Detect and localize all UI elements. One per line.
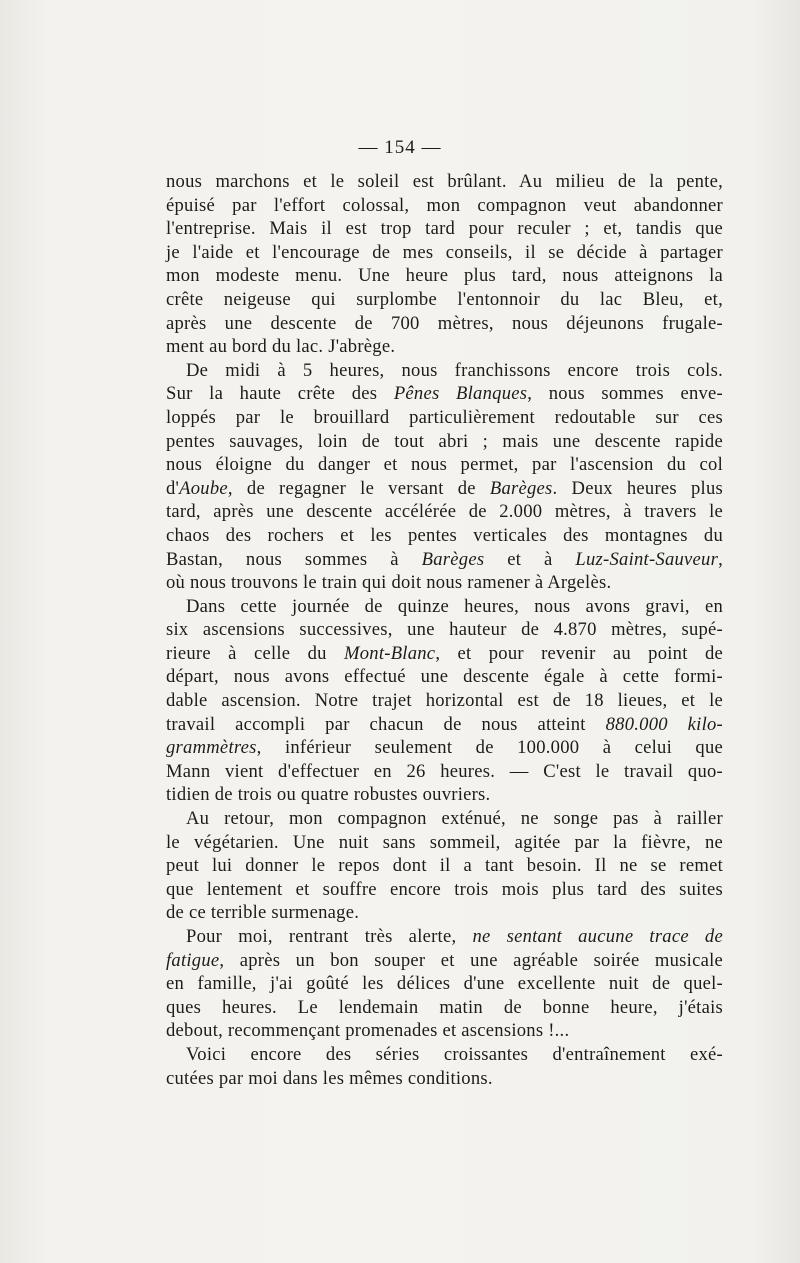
text-line [166,430,723,454]
text-segment: Sur la haute crête des [166,383,394,405]
text-line [166,901,723,925]
text-segment: , nous sommes enve- [527,383,723,405]
text-line [166,665,723,689]
text-segment: rieure à celle du [166,642,344,664]
text-segment: dable ascension. Notre trajet horizontal est de 18 lieues, et le [166,690,723,712]
text-line [166,783,723,807]
text-segment: chaos des rochers et les pentes verticales des montagnes du [166,524,723,546]
text-line [166,736,723,760]
text-line [166,996,723,1020]
text-line [166,618,723,642]
text-segment: ment au bord du lac. J'abrège. [166,336,396,358]
text-line [166,1067,723,1091]
text-segment: Voici encore des séries croissantes d'entraînement exé- [186,1043,723,1065]
text-segment: peut lui donner le repos dont il a tant besoin. Il ne se remet [166,855,723,877]
text-segment: , après un bon souper et une agréable soirée musicale [219,949,723,971]
text-line [166,359,723,383]
italic-term: Aoube [179,477,228,499]
text-segment: De midi à 5 heures, nous franchissons encore trois cols. [186,359,723,381]
text-line [166,217,723,241]
text-segment: , [718,548,723,570]
text-segment: six ascensions successives, une hauteur de 4.870 mètres, supé- [166,619,723,641]
text-segment: Pour moi, rentrant très alerte, [186,926,473,947]
text-segment: loppés par le brouillard particulièrement redoutable sur ces [166,406,723,428]
text-line [166,453,723,477]
text-segment: mon modeste menu. Une heure plus tard, nous atteignons la [166,265,723,287]
text-line [166,713,723,737]
text-line [166,831,723,855]
text-segment: pentes sauvages, loin de tout abri ; mais une descente rapide [166,430,723,452]
italic-term: Barèges [421,548,485,570]
text-line [166,500,723,524]
text-line [166,854,723,878]
italic-term: Barèges [489,477,553,499]
text-line [166,642,723,666]
text-segment: travail accompli par chacun de nous atteint [166,713,606,735]
text-segment: Mann vient d'effectuer en 26 heures. — C'est le travail quo- [166,760,723,782]
text-segment: nous éloigne du danger et nous permet, par l'ascension du col [166,454,723,476]
text-segment: Dans cette journée de quinze heures, nous avons gravi, en [186,595,723,617]
text-segment: , inférieur seulement de 100.000 à celui que [256,737,723,759]
text-segment: après une descente de 700 mètres, nous déjeunons frugale- [166,312,723,334]
text-segment: je l'aide et l'encourage de mes conseils, il se décide à partager [166,241,723,263]
body-text [166,170,723,1090]
italic-term: fatigue [166,949,220,971]
italic-term: Mont-Blanc [344,642,436,664]
text-line [166,878,723,902]
text-line [166,194,723,218]
text-line [166,1043,723,1067]
text-segment: d' [166,477,180,499]
text-line [166,170,723,194]
text-segment: , de regagner le versant de [227,477,490,499]
text-line [166,571,723,595]
text-segment: crête neigeuse qui surplombe l'entonnoir du lac Bleu, et, [166,288,723,310]
text-segment: . Deux heures plus [552,477,723,499]
italic-term: grammètres [166,737,257,759]
page-number: — 154 — [358,137,442,158]
text-segment: Au retour, mon compagnon exténué, ne songe pas à railler [186,808,723,830]
text-segment: ques heures. Le lendemain matin de bonne heure, j'étais [166,996,723,1018]
text-segment: et à [484,548,576,570]
text-segment: nous marchons et le soleil est brûlant. Au milieu de la pente, [166,171,723,192]
text-line [166,548,723,572]
italic-term: Luz-Saint-Sauveur [575,548,719,570]
italic-term: 880.000 kilo- [605,713,723,735]
italic-term: Pênes Blanques [393,383,528,405]
text-segment: debout, recommençant promenades et ascensions !... [166,1020,570,1042]
text-segment: en famille, j'ai goûté les délices d'une excellente nuit de quel- [166,973,723,995]
text-line [166,760,723,784]
text-segment: Bastan, nous sommes à [166,548,422,570]
text-line [166,689,723,713]
text-segment: départ, nous avons effectué une descente égale à cette formi- [166,666,723,688]
text-segment: que lentement et souffre encore trois mois plus tard des suites [166,878,723,900]
text-line [166,312,723,336]
text-line [166,524,723,548]
text-line [166,949,723,973]
text-segment: , et pour revenir au point de [435,642,723,664]
text-segment: épuisé par l'effort colossal, mon compagnon veut abandonner [166,194,723,216]
text-segment: de ce terrible surmenage. [166,902,360,924]
text-line [166,406,723,430]
text-line [166,972,723,996]
text-segment: où nous trouvons le train qui doit nous ramener à Argelès. [166,572,612,594]
text-line [166,335,723,359]
italic-term: ne sentant aucune trace de [472,926,723,947]
text-segment: tard, après une descente accélérée de 2.000 mètres, à travers le [166,501,723,523]
text-line [166,264,723,288]
text-line [166,807,723,831]
text-segment: tidien de trois ou quatre robustes ouvriers. [166,784,491,806]
text-line [166,241,723,265]
text-segment: le végétarien. Une nuit sans sommeil, agitée par la fièvre, ne [166,831,723,853]
text-line [166,1019,723,1043]
text-segment: cutées par moi dans les mêmes conditions. [166,1067,493,1089]
text-line [166,477,723,501]
text-line [166,595,723,619]
text-segment: l'entreprise. Mais il est trop tard pour reculer ; et, tandis que [166,218,723,240]
text-line [166,925,723,949]
text-line [166,288,723,312]
text-line [166,382,723,406]
